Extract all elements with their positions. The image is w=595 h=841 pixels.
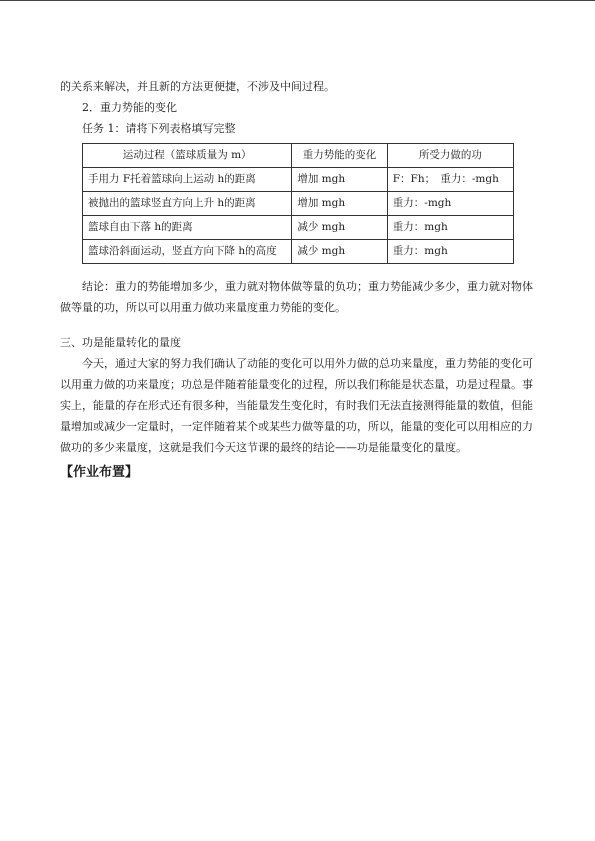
intro-line: 的关系来解决，并且新的方法更便捷，不涉及中间过程。 xyxy=(60,80,335,93)
table-cell: 重力：mgh xyxy=(387,240,513,264)
table-cell: 减少 mgh xyxy=(292,216,387,240)
energy-table xyxy=(82,143,514,264)
table-cell: 增加 mgh xyxy=(292,168,387,192)
table-cell: 减少 mgh xyxy=(292,240,387,264)
homework-heading: 【作业布置】 xyxy=(60,465,139,480)
section-heading: 三、功是能量转化的量度 xyxy=(60,336,181,349)
table-cell: 重力：-mgh xyxy=(387,192,513,216)
table-cell: 重力：mgh xyxy=(387,216,513,240)
top-rule xyxy=(0,0,595,1)
table-row xyxy=(83,240,514,264)
table-cell: 篮球自由下落 h的距离 xyxy=(83,216,292,240)
table-cell: F：Fh； 重力：-mgh xyxy=(387,168,513,192)
table-header-row xyxy=(83,144,514,168)
table-row xyxy=(83,192,514,216)
document-body xyxy=(60,76,535,483)
conclusion-paragraph: 结论：重力的势能增加多少，重力就对物体做等量的负功；重力势能减少多少，重力就对物体做等量的功，所以可以用重力做功来量度重力势能的变化。 xyxy=(60,280,533,314)
table-cell: 增加 mgh xyxy=(292,192,387,216)
table-header: 重力势能的变化 xyxy=(292,144,387,168)
table-cell: 手用力 F托着篮球向上运动 h的距离 xyxy=(83,168,292,192)
section-paragraph: 今天，通过大家的努力我们确认了动能的变化可以用外力做的总功来量度，重力势能的变化可以用重力做的功来量度；功总是伴随着能量变化的过程，所以我们称能是状态量，功是过程量。事实上，能量的存在形式还有很多种，当能量发生变化时，有时我们无法直接测得能量的数值，但能量增加或减少一定量时，一定伴随着某个或某些力做等量的功，所以，能量的变化可以用相应的力做功的多少来量度，这就是我们今天这节课的最终的结论——功是能量变化的量度。 xyxy=(60,357,533,454)
table-header: 所受力做的功 xyxy=(387,144,513,168)
table-cell: 篮球沿斜面运动，竖直方向下降 h的高度 xyxy=(83,240,292,264)
table-header: 运动过程（篮球质量为 m） xyxy=(83,144,292,168)
table-row xyxy=(83,168,514,192)
table-cell: 被抛出的篮球竖直方向上升 h的距离 xyxy=(83,192,292,216)
table-row xyxy=(83,216,514,240)
sub-heading: 2．重力势能的变化 xyxy=(82,101,177,114)
task-line: 任务 1：请将下列表格填写完整 xyxy=(82,122,236,135)
